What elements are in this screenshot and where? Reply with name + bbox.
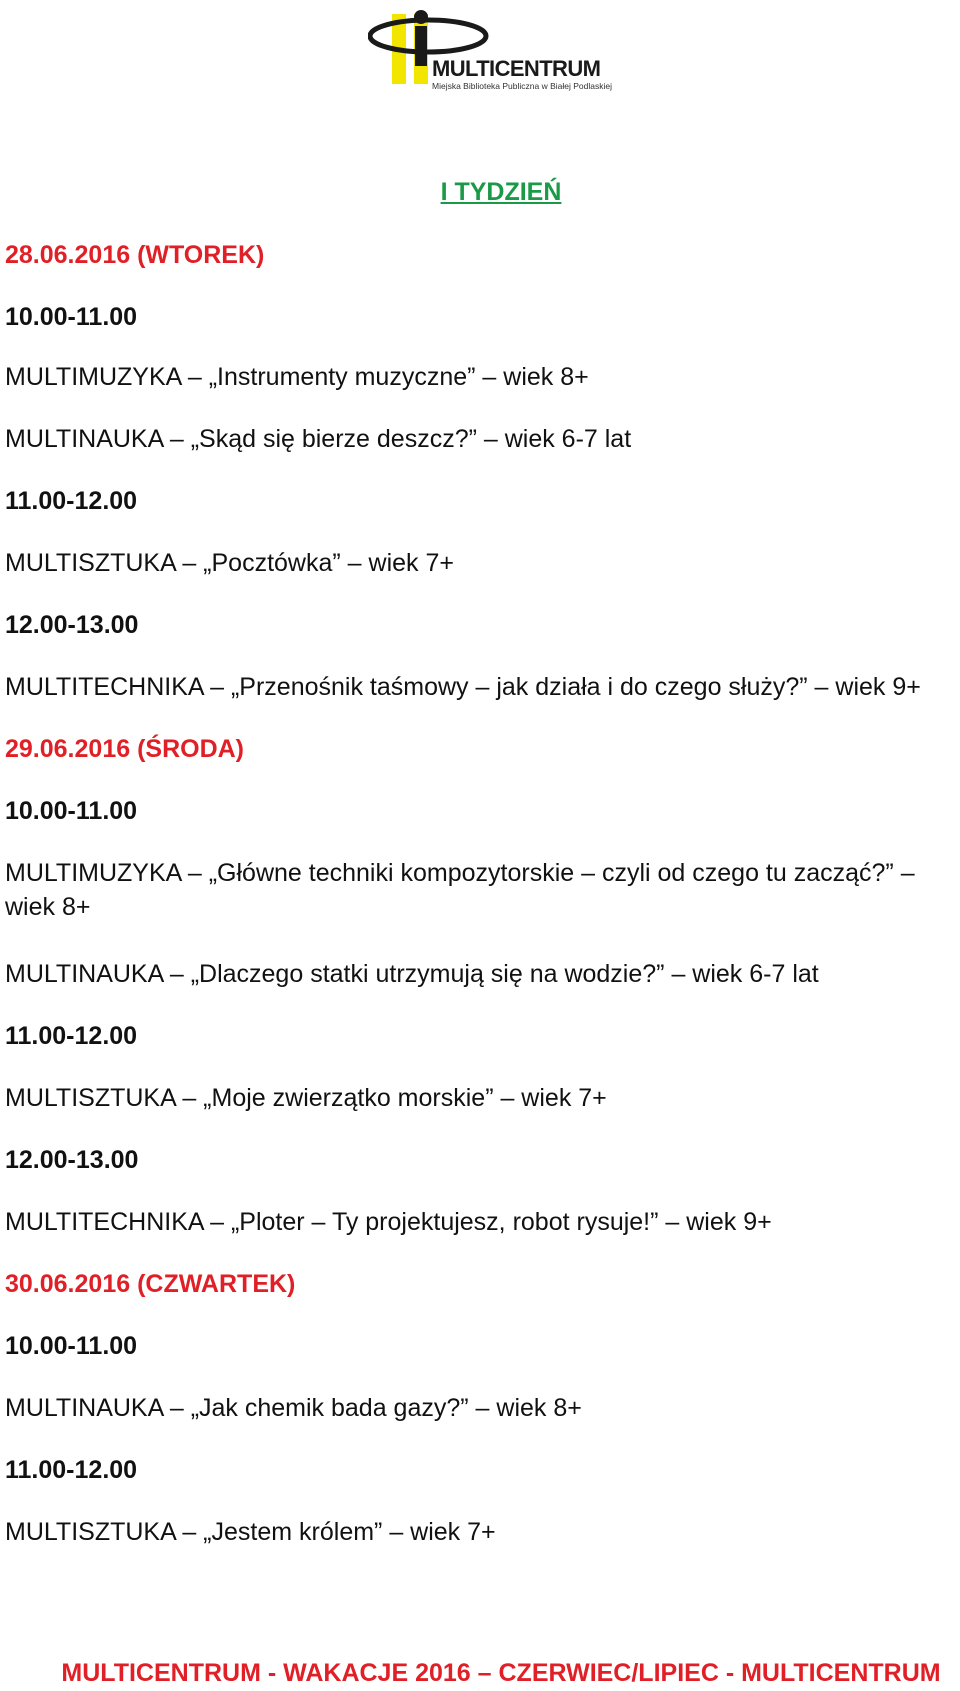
- day-2-slot-1-activity-1: MULTIMUZYKA – „Główne techniki kompozytorskie – czyli od czego tu zacząć?” – wiek 8+: [5, 859, 915, 921]
- day-2-slot-2-time: 11.00-12.00: [5, 1022, 138, 1050]
- day-2-slot-3-time: 12.00-13.00: [5, 1146, 139, 1174]
- logo-subtitle: Miejska Biblioteka Publiczna w Białej Podlaskiej: [432, 81, 613, 91]
- multicentrum-logo: [368, 8, 638, 90]
- day-1-slot-2-activity-1: MULTISZTUKA – „Pocztówka” – wiek 7+: [5, 549, 454, 577]
- day-2-date: 29.06.2016 (ŚRODA): [5, 735, 245, 763]
- day-1-date: 28.06.2016 (WTOREK): [5, 241, 265, 269]
- day-3-slot-2-activity-1: MULTISZTUKA – „Jestem królem” – wiek 7+: [5, 1518, 496, 1546]
- day-3-slot-1-activity-1: MULTINAUKA – „Jak chemik bada gazy?” – wiek 8+: [5, 1394, 582, 1422]
- day-1-slot-3-activity-1: MULTITECHNIKA – „Przenośnik taśmowy – jak działa i do czego służy?” – wiek 9+: [5, 673, 921, 701]
- day-3-slot-1-time: 10.00-11.00: [5, 1332, 138, 1360]
- logo-name: MULTICENTRUM: [432, 56, 601, 81]
- day-3-date: 30.06.2016 (CZWARTEK): [5, 1270, 296, 1298]
- day-1-slot-1-activity-2: MULTINAUKA – „Skąd się bierze deszcz?” – wiek 6-7 lat: [5, 425, 632, 453]
- day-1-slot-1-activity-1: MULTIMUZYKA – „Instrumenty muzyczne” – wiek 8+: [5, 363, 589, 391]
- day-2-slot-1-time: 10.00-11.00: [5, 797, 138, 825]
- day-1-slot-3-time: 12.00-13.00: [5, 611, 139, 639]
- day-2-slot-3-activity-1: MULTITECHNIKA – „Ploter – Ty projektujesz, robot rysuje!” – wiek 9+: [5, 1208, 772, 1236]
- day-2-slot-1-activity-2: MULTINAUKA – „Dlaczego statki utrzymują się na wodzie?” – wiek 6-7 lat: [5, 960, 819, 988]
- day-2-slot-2-activity-1: MULTISZTUKA – „Moje zwierzątko morskie” – wiek 7+: [5, 1084, 607, 1112]
- week-title: I TYDZIEŃ: [440, 178, 562, 206]
- day-3-slot-2-time: 11.00-12.00: [5, 1456, 138, 1484]
- day-1-slot-1-time: 10.00-11.00: [5, 303, 138, 331]
- footer-banner: MULTICENTRUM - WAKACJE 2016 – CZERWIEC/LIPIEC - MULTICENTRUM: [61, 1659, 941, 1687]
- day-1-slot-2-time: 11.00-12.00: [5, 487, 138, 515]
